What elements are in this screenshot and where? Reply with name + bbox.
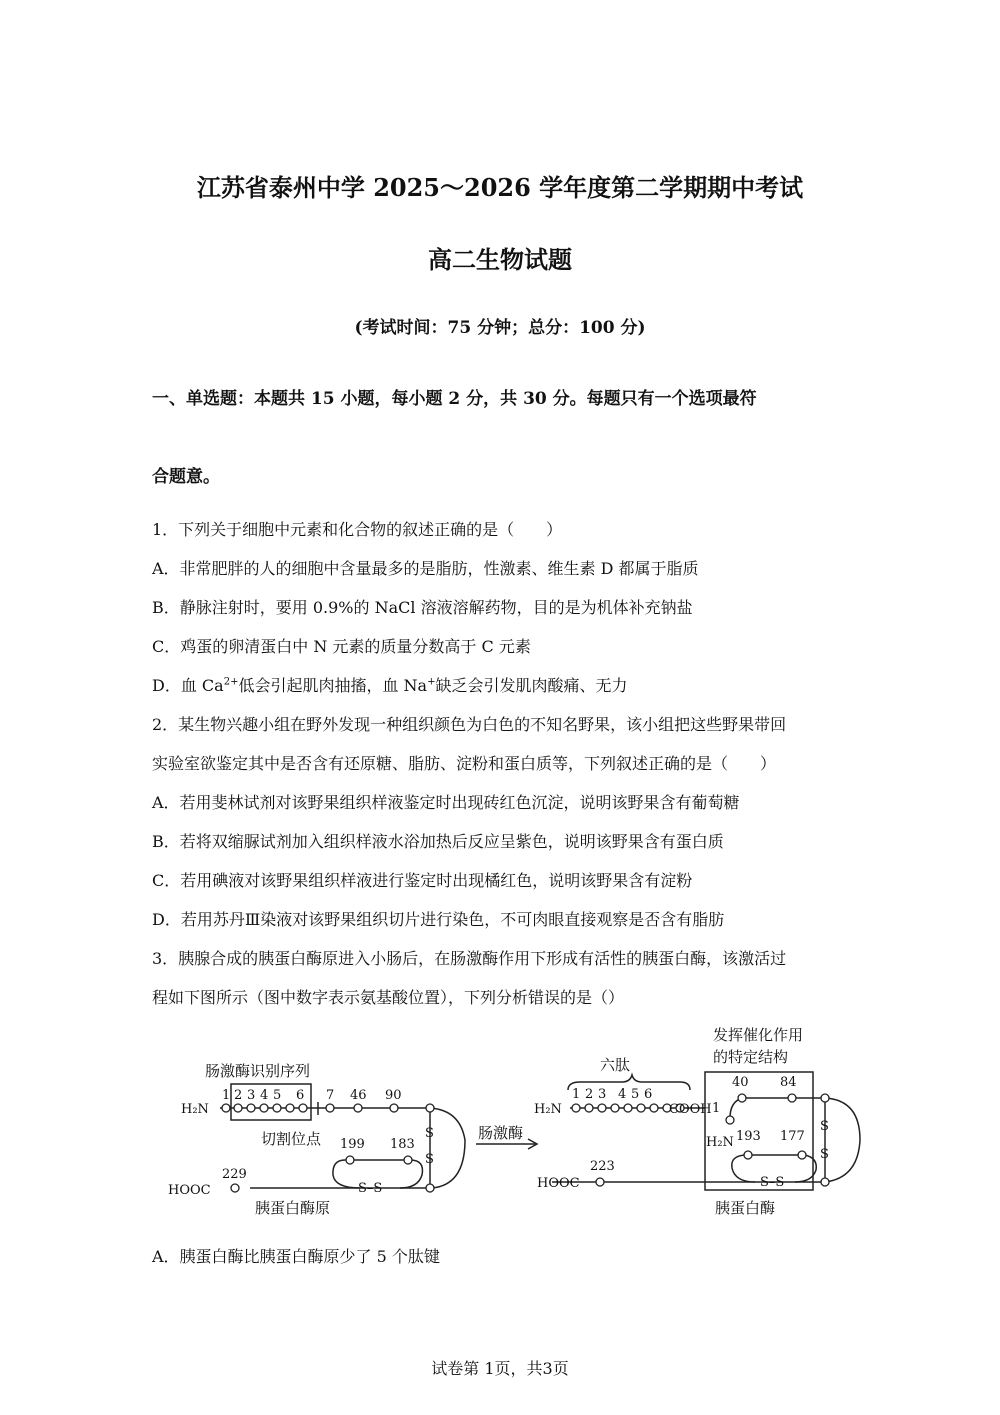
fig-recog-label: 肠激酶识别序列: [205, 1062, 311, 1080]
fig-h2n-left: H₂N: [181, 1102, 209, 1117]
q1-option-d: [152, 673, 628, 696]
fig-struct-label-1: 发挥催化作用: [713, 1026, 804, 1044]
q2-option-a: A．若用斐林试剂对该野果组织样液鉴定时出现砖红色沉淀，说明该野果含有葡萄糖: [152, 793, 740, 812]
fig-left-num: 4: [260, 1088, 269, 1103]
trypsin-activation-figure: [160, 1020, 880, 1225]
section-heading-line1: 一、单选题：本题共 15 小题，每小题 2 分，共 30 分。每题只有一个选项最符: [152, 389, 757, 409]
fig-right-num: 193: [736, 1129, 761, 1144]
q1-option-a: A．非常肥胖的人的细胞中含量最多的是脂肪，性激素、维生素 D 都属于脂质: [152, 559, 699, 578]
fig-right-num: 40: [732, 1075, 749, 1090]
fig-right-num: 1: [712, 1101, 721, 1116]
exam-subtitle: 高二生物试题: [428, 245, 572, 274]
page-footer: 试卷第 1页，共3页: [431, 1359, 569, 1378]
q3-stem-line2: 程如下图所示（图中数字表示氨基酸位置），下列分析错误的是（）: [152, 988, 625, 1007]
fig-ss-left: S–S: [358, 1181, 383, 1196]
fig-cut-label: 切割位点: [261, 1130, 322, 1148]
fig-right-num: 4: [618, 1087, 627, 1102]
fig-hooc-right: HOOC: [537, 1176, 580, 1191]
fig-right-num: 1: [572, 1087, 581, 1102]
fig-left-num: 2: [234, 1088, 243, 1103]
q1-d-sup1: 2+: [223, 676, 239, 688]
exam-title: 江苏省泰州中学 2025～2026 学年度第二学期期中考试: [196, 173, 804, 202]
fig-right-num: 2: [585, 1087, 594, 1102]
fig-left-num: 5: [273, 1088, 282, 1103]
fig-right-num: 84: [780, 1075, 797, 1090]
fig-right-num: 5: [631, 1087, 640, 1102]
fig-left-num: 3: [247, 1088, 256, 1103]
q2-stem-line1: 2．某生物兴趣小组在野外发现一种组织颜色为白色的不知名野果，该小组把这些野果带回: [152, 715, 787, 734]
fig-struct-label-2: 的特定结构: [713, 1048, 789, 1066]
q1-d-sup2: +: [427, 676, 436, 688]
q1-option-b: B．静脉注射时，要用 0.9%的 NaCl 溶液溶解药物，目的是为机体补充钠盐: [152, 598, 693, 617]
fig-right-num: 177: [780, 1129, 805, 1144]
fig-left-num: 229: [222, 1167, 247, 1182]
fig-left-num: 199: [340, 1137, 365, 1152]
fig-left-num: 90: [385, 1088, 402, 1103]
fig-right-num: 223: [590, 1159, 615, 1174]
fig-hexapeptide-label: 六肽: [600, 1056, 631, 1074]
fig-s2-left: S: [425, 1152, 434, 1167]
q1-stem: 1．下列关于细胞中元素和化合物的叙述正确的是（ ）: [152, 520, 563, 539]
q2-option-c: C．若用碘液对该野果组织样液进行鉴定时出现橘红色，说明该野果含有淀粉: [152, 871, 693, 890]
fig-left-num: 6: [296, 1088, 305, 1103]
q3-stem-line1: 3．胰腺合成的胰蛋白酶原进入小肠后，在肠激酶作用下形成有活性的胰蛋白酶，该激活过: [152, 949, 787, 968]
fig-left-num: 183: [390, 1137, 415, 1152]
fig-h2n-inner: H₂N: [706, 1135, 734, 1150]
fig-left-num: 46: [350, 1088, 367, 1103]
q2-option-d: D．若用苏丹Ⅲ染液对该野果组织切片进行染色，不可肉眼直接观察是否含有脂肪: [152, 910, 725, 929]
q1-d-post: 缺乏会引发肌肉酸痛、无力: [435, 676, 628, 695]
section-heading-line2: 合题意。: [152, 467, 220, 487]
fig-enzyme-label: 胰蛋白酶: [715, 1199, 776, 1217]
fig-h2n-right: H₂N: [534, 1102, 562, 1117]
fig-left-num: 1: [222, 1088, 231, 1103]
fig-left-num: 7: [326, 1088, 335, 1103]
fig-s1-right: S: [820, 1119, 829, 1134]
fig-s1-left: S: [425, 1126, 434, 1141]
fig-zymogen-label: 胰蛋白酶原: [255, 1199, 331, 1217]
q2-stem-line2: 实验室欲鉴定其中是否含有还原糖、脂肪、淀粉和蛋白质等，下列叙述正确的是（ ）: [152, 754, 777, 773]
fig-cooh-right: COOH: [669, 1102, 712, 1117]
q2-option-b: B．若将双缩脲试剂加入组织样液水浴加热后反应呈紫色，说明该野果含有蛋白质: [152, 832, 724, 851]
exam-info: (考试时间：75 分钟；总分：100 分): [354, 318, 646, 338]
q1-option-c: C．鸡蛋的卵清蛋白中 N 元素的质量分数高于 C 元素: [152, 637, 531, 656]
fig-right-num: 3: [598, 1087, 607, 1102]
fig-right-num: 6: [644, 1087, 653, 1102]
fig-hooc-left: HOOC: [168, 1183, 211, 1198]
fig-s2-right: S: [820, 1147, 829, 1162]
fig-ss-right: S–S: [760, 1175, 785, 1190]
q1-d-pre: D．血 Ca: [152, 676, 224, 695]
fig-arrow-label: 肠激酶: [478, 1124, 524, 1142]
q3-option-a: A．胰蛋白酶比胰蛋白酶原少了 5 个肽键: [152, 1247, 440, 1266]
q1-d-mid: 低会引起肌肉抽搐，血 Na: [238, 676, 428, 695]
